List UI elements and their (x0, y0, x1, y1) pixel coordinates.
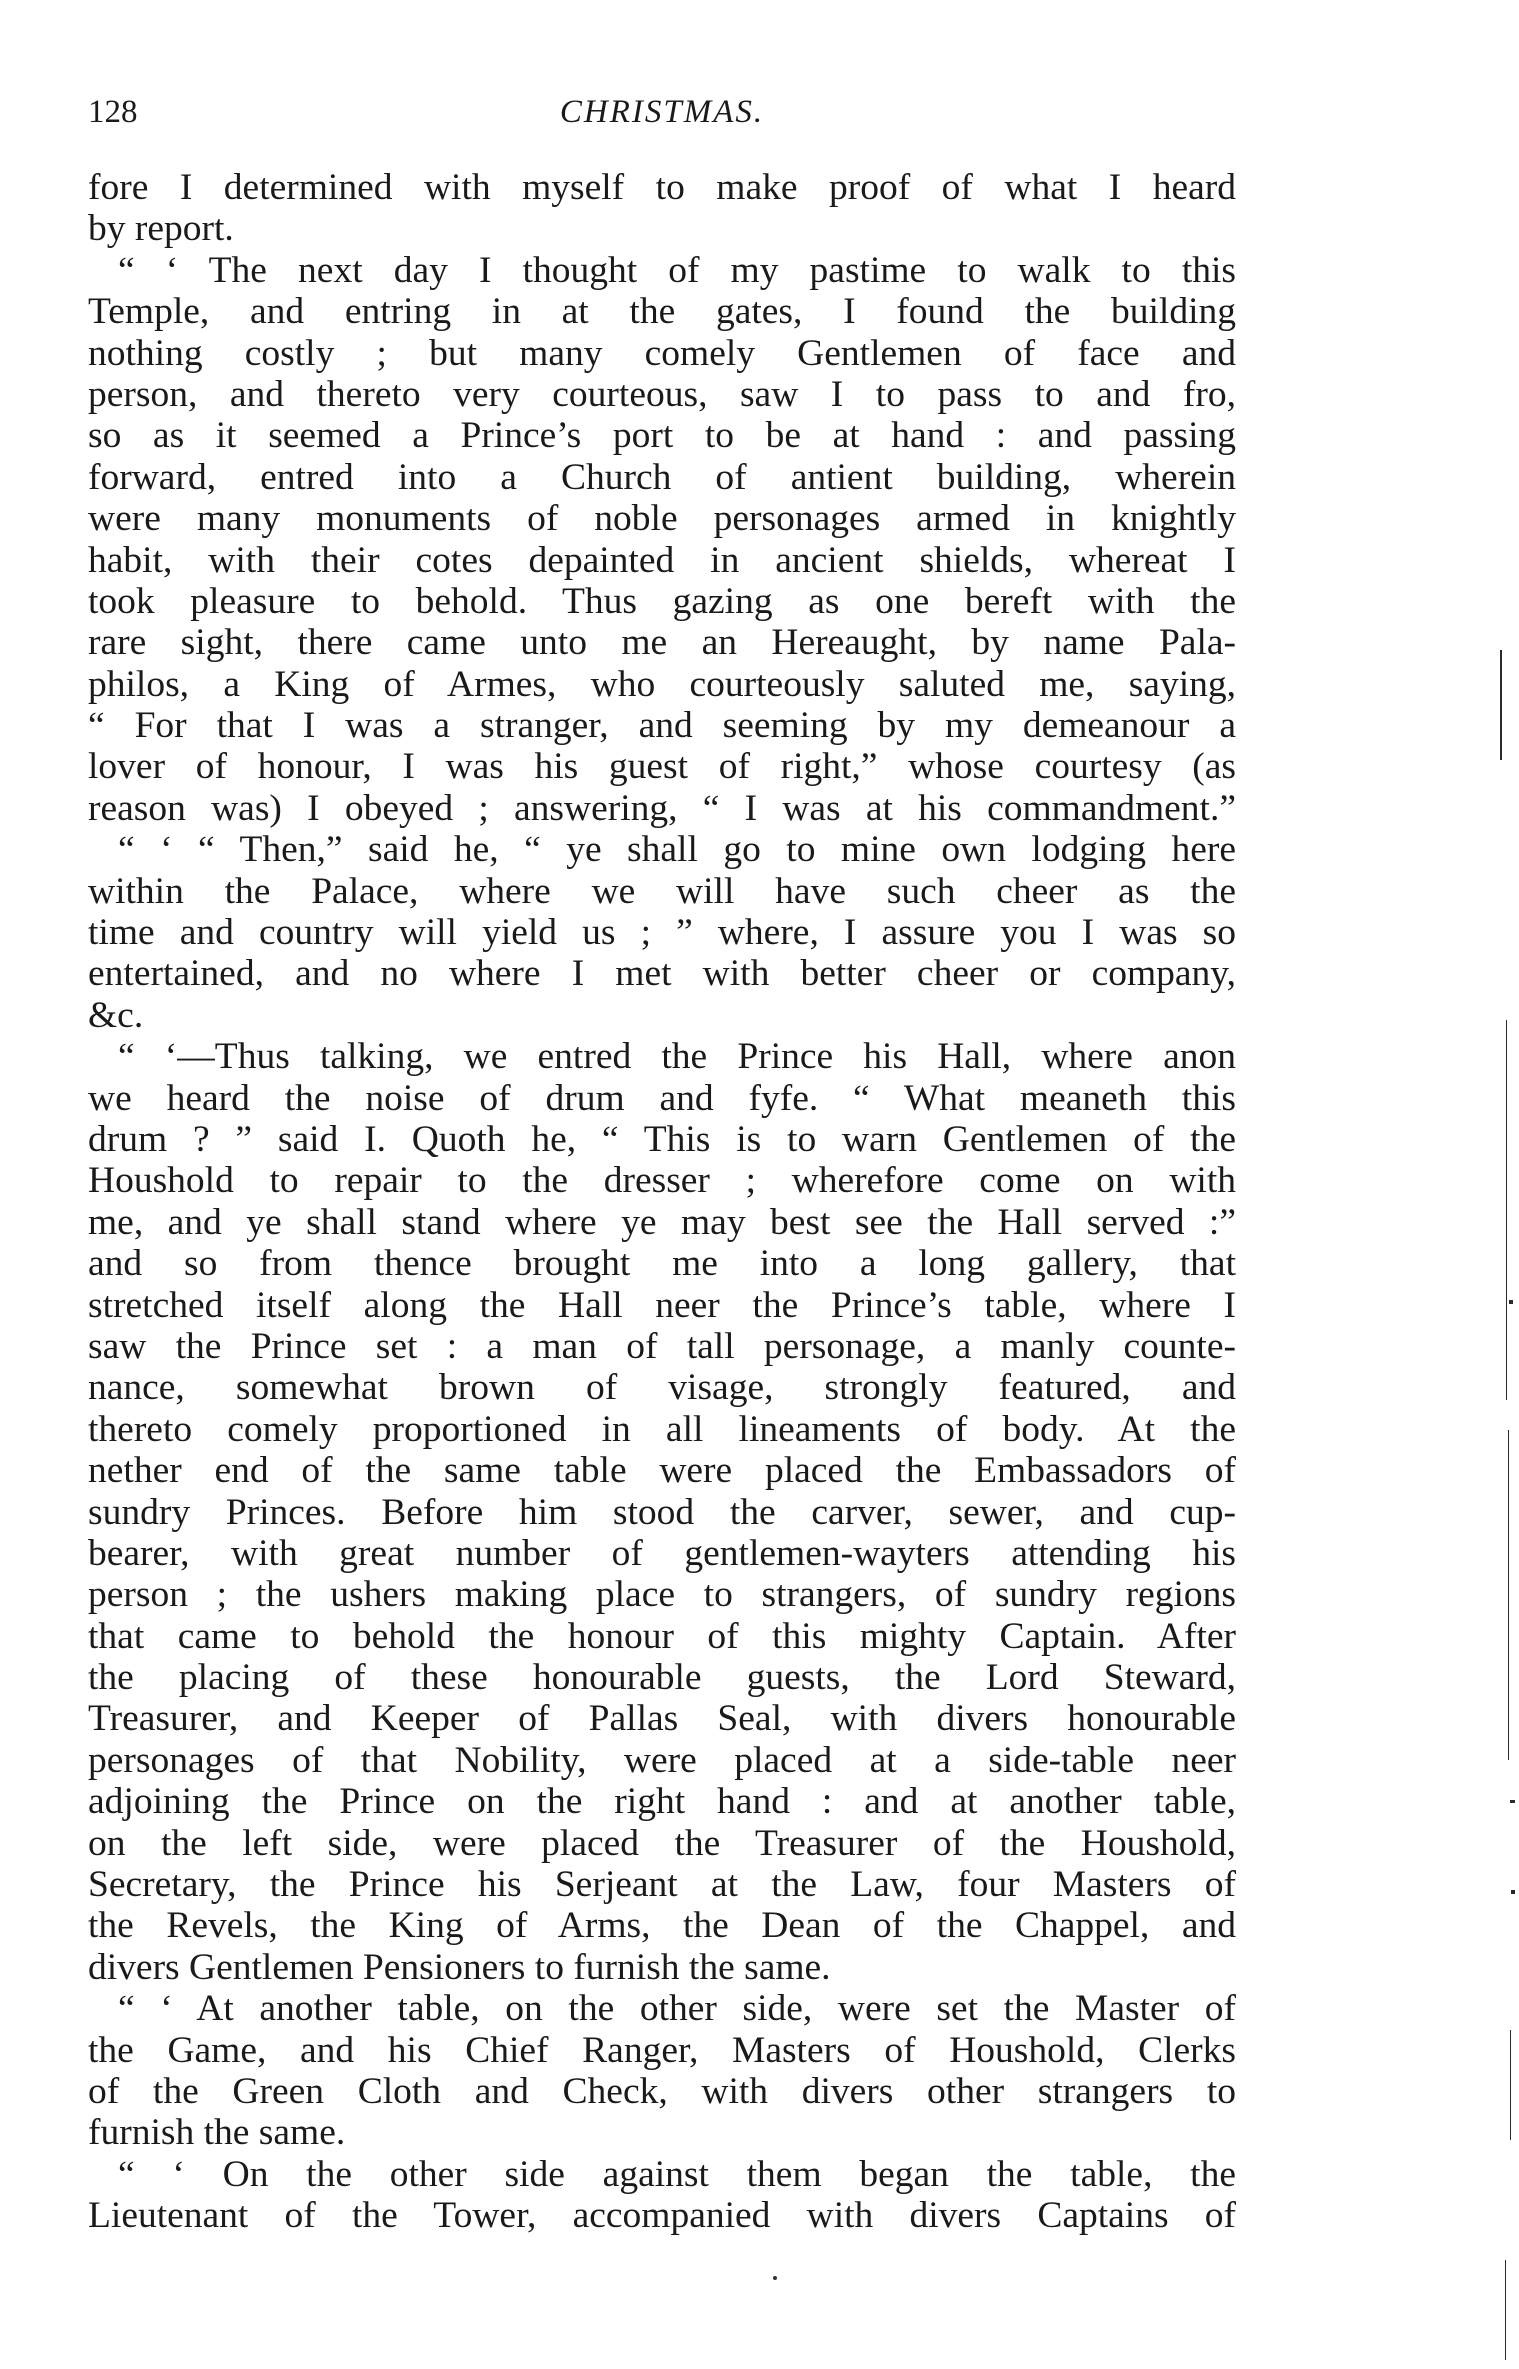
text-line: Secretary, the Prince his Serjeant at the Law, four Masters of (88, 1864, 1236, 1906)
text-line: nance, somewhat brown of visage, strongly featured, and (88, 1367, 1236, 1409)
text-line: “ For that I was a stranger, and seeming by my demeanour a (88, 705, 1236, 747)
scan-edge-mark (1505, 2260, 1506, 2360)
text-line: entertained, and no where I met with better cheer or company, (88, 953, 1236, 995)
text-line: time and country will yield us ; ” where, I assure you I was so (88, 912, 1236, 954)
text-line: Treasurer, and Keeper of Pallas Seal, with divers honourable (88, 1698, 1236, 1740)
text-line: adjoining the Prince on the right hand : and at another table, (88, 1781, 1236, 1823)
text-line: &c. (88, 994, 144, 1036)
text-line: on the left side, were placed the Treasurer of the Houshold, (88, 1822, 1236, 1864)
text-line: person, and thereto very courteous, saw I to pass to and fro, (88, 373, 1236, 415)
text-line: the Revels, the King of Arms, the Dean of the Chappel, and (88, 1905, 1236, 1947)
scan-edge-dot (1511, 1890, 1515, 1894)
text-line: sundry Princes. Before him stood the carver, sewer, and cup- (88, 1491, 1236, 1533)
page-number: 128 (88, 94, 138, 130)
text-line: Houshold to repair to the dresser ; wherefore come on with (88, 1160, 1236, 1202)
page-header (88, 92, 1236, 142)
text-line: took pleasure to behold. Thus gazing as one bereft with the (88, 580, 1236, 622)
text-line: reason was) I obeyed ; answering, “ I was at his commandment.” (88, 787, 1236, 829)
text-line: fore I determined with myself to make proof of what I heard (88, 167, 1236, 208)
scan-edge-mark (1500, 650, 1502, 760)
text-line: the Game, and his Chief Ranger, Masters of Houshold, Clerks (88, 2029, 1236, 2071)
running-title: CHRISTMAS. (559, 94, 765, 130)
scan-edge-dot (1510, 1800, 1515, 1803)
text-line: stretched itself along the Hall neer the Prince’s table, where I (88, 1284, 1236, 1326)
text-line: bearer, with great number of gentlemen-wayters attending his (88, 1532, 1236, 1574)
text-line: so as it seemed a Prince’s port to be at hand : and passing (88, 415, 1236, 457)
text-line: furnish the same. (88, 2112, 346, 2154)
text-line: Temple, and entring in at the gates, I found the building (88, 291, 1236, 333)
text-line: habit, with their cotes depainted in ancient shields, whereat I (88, 539, 1236, 581)
text-line: “ ‘ “ Then,” said he, “ ye shall go to mine own lodging here (118, 829, 1236, 871)
text-line: divers Gentlemen Pensioners to furnish the same. (88, 1946, 831, 1988)
text-line: saw the Prince set : a man of tall personage, a manly counte- (88, 1325, 1236, 1367)
text-line: the placing of these honourable guests, the Lord Steward, (88, 1657, 1236, 1699)
scan-edge-mark (1508, 1430, 1509, 1760)
text-line: by report. (88, 208, 234, 250)
text-line: me, and ye shall stand where ye may best see the Hall served :” (88, 1201, 1236, 1243)
scan-edge-mark (1506, 1020, 1507, 1400)
text-line: “ ‘ The next day I thought of my pastime to walk to this (118, 249, 1236, 291)
text-line: “ ‘—Thus talking, we entred the Prince his Hall, where anon (118, 1036, 1236, 1078)
text-line: philos, a King of Armes, who courteously saluted me, saying, (88, 663, 1236, 705)
scan-edge-dot (1509, 1300, 1513, 1304)
text-line: personages of that Nobility, were placed at a side-table neer (88, 1739, 1236, 1781)
text-line: within the Palace, where we will have such cheer as the (88, 870, 1236, 912)
text-line: Lieutenant of the Tower, accompanied with divers Captains of (88, 2195, 1236, 2237)
text-line: lover of honour, I was his guest of right,” whose courtesy (as (88, 746, 1236, 788)
text-line: of the Green Cloth and Check, with divers other strangers to (88, 2070, 1236, 2112)
text-line: nether end of the same table were placed the Embassadors of (88, 1450, 1236, 1492)
text-line: “ ‘ At another table, on the other side, were set the Master of (118, 1988, 1236, 2030)
ink-speck (773, 2276, 777, 2280)
text-line: person ; the ushers making place to strangers, of sundry regions (88, 1574, 1236, 1616)
text-line: nothing costly ; but many comely Gentlemen of face and (88, 332, 1236, 374)
text-line: rare sight, there came unto me an Hereaught, by name Pala- (88, 622, 1236, 664)
text-line: and so from thence brought me into a long gallery, that (88, 1243, 1236, 1285)
text-line: that came to behold the honour of this mighty Captain. After (88, 1615, 1236, 1657)
text-line: forward, entred into a Church of antient building, wherein (88, 456, 1236, 498)
text-line: “ ‘ On the other side against them began the table, the (118, 2153, 1236, 2195)
text-line: were many monuments of noble personages armed in knightly (88, 498, 1236, 540)
text-line: thereto comely proportioned in all lineaments of body. At the (88, 1408, 1236, 1450)
text-line: drum ? ” said I. Quoth he, “ This is to warn Gentlemen of the (88, 1118, 1236, 1160)
text-line: we heard the noise of drum and fyfe. “ What meaneth this (88, 1077, 1236, 1119)
body-text (88, 167, 1236, 2237)
scan-edge-mark (1510, 2030, 1511, 2140)
